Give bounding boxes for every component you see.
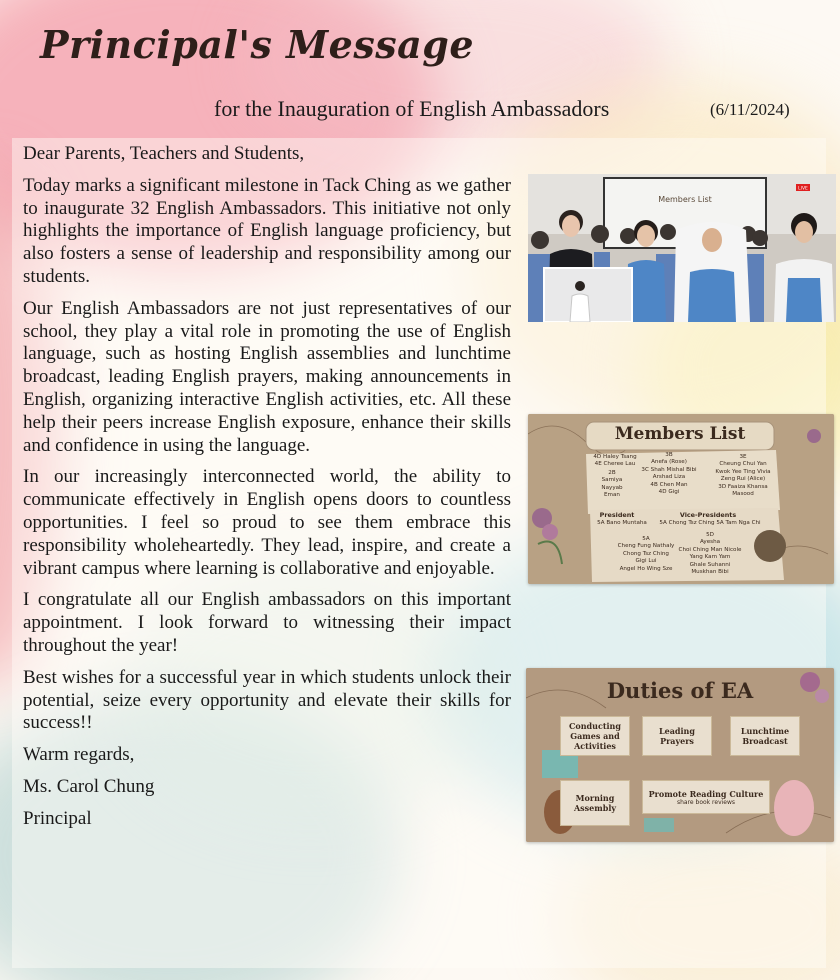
members-class-2b: 2B Samiya Nayyab Eman: [601, 470, 623, 499]
letter-body: [23, 143, 511, 840]
duty-reading: [642, 780, 770, 814]
salutation: Dear Parents, Teachers and Students,: [23, 143, 305, 164]
live-badge-text: LIVE: [798, 186, 808, 192]
duty-reading-label: Promote Reading Culture: [648, 788, 764, 799]
vice-presidents-names: 5A Chong Tsz Ching 5A Tam Nga Chi: [659, 520, 761, 526]
duties-card: [526, 668, 834, 842]
message-date: (6/11/2024): [710, 100, 790, 119]
vice-presidents-label: Vice-Presidents: [679, 511, 737, 519]
closing: Warm regards,: [23, 744, 135, 766]
paragraph-congratulate: I congratulate all our English ambassadors on this important appointment. I look forward to witnessing their impact throughout the year!: [23, 589, 511, 656]
page-subtitle: for the Inauguration of English Ambassadors: [214, 96, 610, 121]
duty-prayers: Leading Prayers: [642, 716, 712, 756]
wax-seal-icon: [754, 530, 786, 562]
members-list-card: [528, 414, 834, 584]
members-title: Members List: [614, 424, 746, 444]
paragraph-wishes: Best wishes for a successful year in which students unlock their potential, seize every opportunity and elevate their skills for success!!: [23, 666, 511, 734]
paragraph-world: In our increasingly interconnected world, the ability to communicate effectively in English opens doors to countless opportunities. I feel so proud to see them embrace this responsibility wholeheartedly. They lead, inspire, and create a vibrant campus where learning is collaborative and enjoyable.: [23, 466, 511, 579]
members-class-3e: 3E Cheung Chui Yan Kwok Yee Ting Vivia Zeng Rui (Alice) 3D Faaiza Khansa Masood: [715, 454, 771, 498]
screen-text: Members List: [658, 195, 712, 204]
signature-name: Ms. Carol Chung: [23, 775, 155, 797]
members-class-3b: 3B Anefa (Rose) 3C Shah Mishal Bibi Arshad Liza 4B Chen Man 4D Gigi: [641, 452, 697, 496]
duty-reading-note: share book reviews: [676, 798, 736, 806]
page-title: Principal's Message: [40, 22, 475, 67]
members-class-5d: 5D Ayesha Choi Ching Man Nicole Yang Kam Yam Ghale Suhanni Muskhan Bibi: [678, 532, 742, 576]
ambassadors-photo: [528, 174, 836, 322]
paragraph-milestone: Today marks a significant milestone in Tack Ching as we gather to inaugurate 32 English Ambassadors. This initiative not only highlights the importance of English language proficiency, but also fosters a sense of leadership and responsibility among our students.: [23, 174, 511, 287]
duty-games: Conducting Games and Activities: [560, 716, 630, 756]
members-class-5a: 5A Cheng Fung Nathaly Chong Tsz Ching Gigi Lui Angel Ho Wing Sze: [617, 536, 675, 572]
paragraph-roles: Our English Ambassadors are not just representatives of our school, they play a vital role in promoting the use of English language, such as hosting English assemblies and lunchtime broadcast, leading English prayers, making announcements in English, organizing interactive English activities, etc. All these help their peers increase English exposure, enhance their skills and confidence in using the language.: [23, 297, 511, 456]
duty-broadcast: Lunchtime Broadcast: [730, 716, 800, 756]
signature-title: Principal: [23, 807, 92, 829]
duties-title: Duties of EA: [606, 678, 754, 703]
books-icon: [644, 818, 674, 832]
photo-illustration: [528, 174, 836, 322]
president-label: President: [599, 511, 635, 519]
duty-assembly: Morning Assembly: [560, 780, 630, 826]
girl-reading-icon: [774, 780, 814, 836]
members-class-4: 4D Haley Tsang 4E Cheree Lau: [593, 454, 637, 468]
president-name: 5A Bano Muntaha: [597, 520, 647, 526]
